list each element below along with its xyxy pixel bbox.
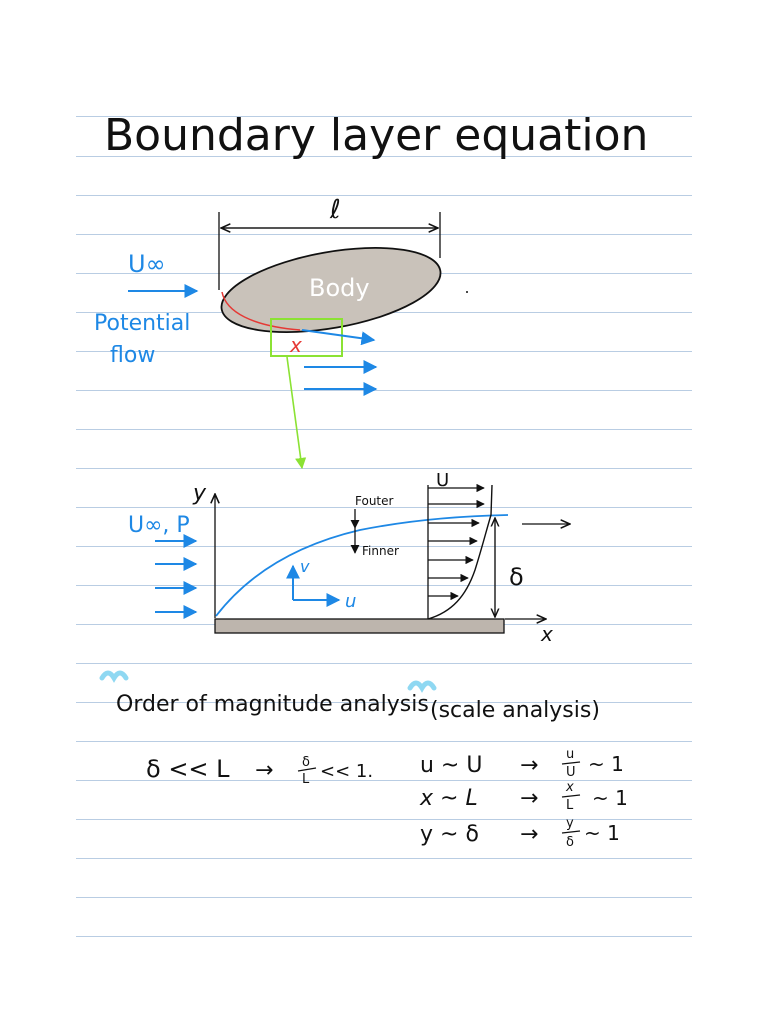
freestream-label: U∞ <box>128 250 166 278</box>
scale-relation: ~ 1 <box>584 821 620 845</box>
inflow-label: U∞, P <box>128 513 190 538</box>
implies-arrow: → <box>520 822 539 847</box>
analysis-section <box>102 673 628 850</box>
u-label: u <box>345 591 357 612</box>
delta-relation: δ << L <box>146 755 230 783</box>
delta-label: δ <box>509 563 524 591</box>
fraction-bar <box>562 762 580 764</box>
potential-flow-label-1: Potential <box>94 311 191 336</box>
scale-numerator: u <box>566 747 575 762</box>
implies-arrow: → <box>520 786 539 811</box>
scale-denominator: δ <box>566 835 574 850</box>
scale-lhs: x ~ L <box>420 786 478 811</box>
top-diagram <box>94 195 468 468</box>
scale-numerator: y <box>566 816 574 831</box>
highlighter-mark <box>410 683 434 688</box>
x-label-top: x <box>290 333 302 357</box>
flow-arrow-1 <box>302 330 374 340</box>
analysis-heading-paren: (scale analysis) <box>430 698 600 723</box>
delta-ratio-denominator: L <box>302 772 310 787</box>
highlighter-mark <box>102 673 126 678</box>
page-title: Boundary layer equation <box>104 110 649 161</box>
scale-denominator: U <box>566 765 576 780</box>
scale-denominator: L <box>566 798 574 813</box>
f-outer-label: Fouter <box>355 494 394 508</box>
flat-plate <box>215 619 504 633</box>
y-axis-label: y <box>193 481 207 506</box>
zoom-arrow <box>287 357 302 468</box>
v-label: v <box>300 557 310 576</box>
profile-top-label: U <box>436 470 450 491</box>
ink-dot <box>466 291 468 293</box>
f-inner-label: Finner <box>362 544 399 558</box>
scale-row <box>419 780 628 813</box>
scale-row <box>420 816 620 850</box>
scale-lhs: y ~ δ <box>420 822 479 847</box>
scale-numerator: x <box>566 780 574 795</box>
scale-row <box>420 747 624 780</box>
boundary-layer-edge <box>216 515 508 616</box>
fraction-bar <box>562 831 580 833</box>
scale-lhs: u ~ U <box>420 753 483 778</box>
detail-diagram <box>128 470 570 646</box>
fraction-bar <box>562 795 580 797</box>
scale-relation: ~ 1 <box>592 786 628 810</box>
scale-relation: ~ 1 <box>588 752 624 776</box>
implies-arrow: → <box>255 758 274 783</box>
implies-arrow: → <box>520 753 539 778</box>
x-axis-label: x <box>541 622 553 646</box>
delta-ratio-relation: << 1. <box>320 761 374 782</box>
length-label: ℓ <box>330 195 341 225</box>
delta-ratio-numerator: δ <box>302 755 310 770</box>
velocity-profile-curve <box>428 485 492 619</box>
analysis-heading: Order of magnitude analysis <box>116 692 429 717</box>
body-label: Body <box>309 274 370 302</box>
potential-flow-label-2: flow <box>110 343 156 368</box>
